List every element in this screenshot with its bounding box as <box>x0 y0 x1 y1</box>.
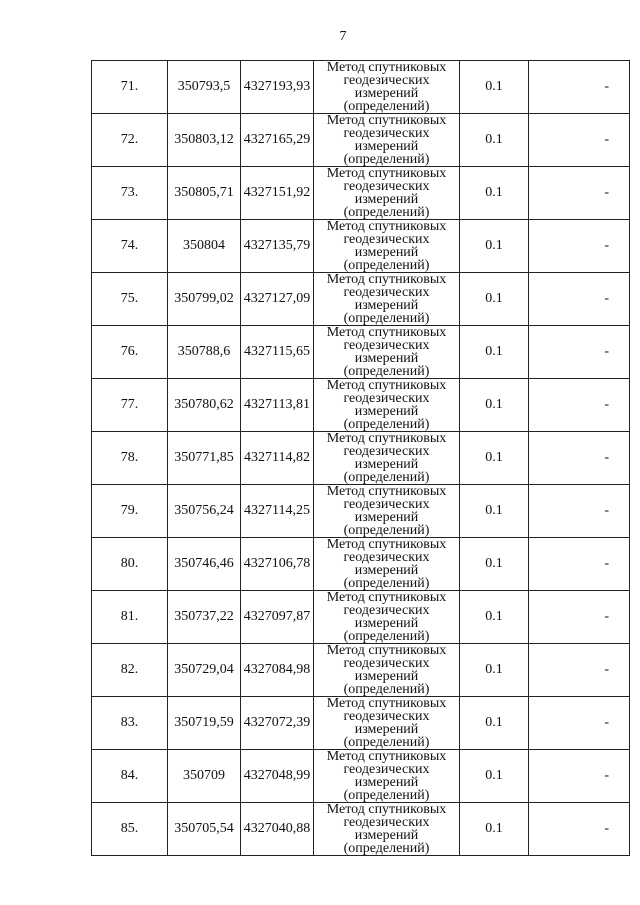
accuracy-cell: 0.1 <box>460 432 529 485</box>
extra-cell: - <box>529 114 630 167</box>
method-text-line: (определений) <box>343 735 430 750</box>
table-row <box>92 61 630 114</box>
table-row <box>92 379 630 432</box>
extra-cell: - <box>529 750 630 803</box>
y-coordinate-cell: 4327106,78 <box>241 538 314 591</box>
point-number-cell: 85. <box>92 803 168 856</box>
extra-cell: - <box>529 432 630 485</box>
x-coordinate-cell: 350737,22 <box>168 591 241 644</box>
y-coordinate-cell: 4327113,81 <box>241 379 314 432</box>
accuracy-cell: 0.1 <box>460 114 529 167</box>
accuracy-cell: 0.1 <box>460 538 529 591</box>
method-text-line: геодезических измерений <box>343 285 430 313</box>
point-number-cell: 81. <box>92 591 168 644</box>
method-text-line: геодезических измерений <box>343 126 430 154</box>
method-cell <box>314 167 460 220</box>
method-text-line: геодезических измерений <box>343 709 430 737</box>
accuracy-cell: 0.1 <box>460 591 529 644</box>
accuracy-cell: 0.1 <box>460 485 529 538</box>
accuracy-cell: 0.1 <box>460 803 529 856</box>
method-text-line: Метод спутниковых <box>326 590 447 605</box>
accuracy-cell: 0.1 <box>460 61 529 114</box>
extra-cell: - <box>529 591 630 644</box>
point-number-cell: 78. <box>92 432 168 485</box>
method-text-line: Метод спутниковых <box>326 749 447 764</box>
extra-cell: - <box>529 379 630 432</box>
page-number: 7 <box>339 29 347 44</box>
method-cell <box>314 114 460 167</box>
accuracy-cell: 0.1 <box>460 273 529 326</box>
coordinates-table-body <box>92 61 630 856</box>
y-coordinate-cell: 4327114,82 <box>241 432 314 485</box>
method-text-line: геодезических измерений <box>343 550 430 578</box>
point-number-cell: 72. <box>92 114 168 167</box>
y-coordinate-cell: 4327135,79 <box>241 220 314 273</box>
table-row <box>92 644 630 697</box>
method-text-line: Метод спутниковых <box>326 696 447 711</box>
method-text-line: Метод спутниковых <box>326 802 447 817</box>
table-row <box>92 114 630 167</box>
point-number-cell: 75. <box>92 273 168 326</box>
method-cell <box>314 485 460 538</box>
extra-cell: - <box>529 538 630 591</box>
table-row <box>92 167 630 220</box>
point-number-cell: 74. <box>92 220 168 273</box>
method-text-line: Метод спутниковых <box>326 325 447 340</box>
method-text-line: (определений) <box>343 258 430 273</box>
accuracy-cell: 0.1 <box>460 167 529 220</box>
point-number-cell: 80. <box>92 538 168 591</box>
y-coordinate-cell: 4327115,65 <box>241 326 314 379</box>
x-coordinate-cell: 350709 <box>168 750 241 803</box>
extra-cell: - <box>529 220 630 273</box>
method-text-line: Метод спутниковых <box>326 378 447 393</box>
method-text-line: Метод спутниковых <box>326 484 447 499</box>
table-row <box>92 538 630 591</box>
y-coordinate-cell: 4327114,25 <box>241 485 314 538</box>
table-row <box>92 697 630 750</box>
method-text-line: (определений) <box>343 788 430 803</box>
point-number-cell: 71. <box>92 61 168 114</box>
accuracy-cell: 0.1 <box>460 750 529 803</box>
x-coordinate-cell: 350803,12 <box>168 114 241 167</box>
y-coordinate-cell: 4327127,09 <box>241 273 314 326</box>
accuracy-cell: 0.1 <box>460 379 529 432</box>
method-text-line: Метод спутниковых <box>326 431 447 446</box>
extra-cell: - <box>529 803 630 856</box>
x-coordinate-cell: 350705,54 <box>168 803 241 856</box>
method-text-line: Метод спутниковых <box>326 643 447 658</box>
method-text-line: Метод спутниковых <box>326 272 447 287</box>
table-row <box>92 750 630 803</box>
point-number-cell: 73. <box>92 167 168 220</box>
method-text-line: (определений) <box>343 682 430 697</box>
accuracy-cell: 0.1 <box>460 326 529 379</box>
method-text-line: (определений) <box>343 523 430 538</box>
x-coordinate-cell: 350804 <box>168 220 241 273</box>
extra-cell: - <box>529 273 630 326</box>
y-coordinate-cell: 4327084,98 <box>241 644 314 697</box>
x-coordinate-cell: 350793,5 <box>168 61 241 114</box>
method-text-line: (определений) <box>343 417 430 432</box>
method-text-line: (определений) <box>343 99 430 114</box>
method-cell <box>314 220 460 273</box>
method-text-line: (определений) <box>343 470 430 485</box>
table-row <box>92 273 630 326</box>
method-text-line: геодезических измерений <box>343 73 430 101</box>
extra-cell: - <box>529 644 630 697</box>
method-text-line: (определений) <box>343 629 430 644</box>
table-row <box>92 591 630 644</box>
point-number-cell: 84. <box>92 750 168 803</box>
point-number-cell: 76. <box>92 326 168 379</box>
y-coordinate-cell: 4327040,88 <box>241 803 314 856</box>
method-text-line: геодезических измерений <box>343 444 430 472</box>
x-coordinate-cell: 350719,59 <box>168 697 241 750</box>
method-cell <box>314 432 460 485</box>
method-text-line: геодезических измерений <box>343 232 430 260</box>
method-text-line: (определений) <box>343 152 430 167</box>
accuracy-cell: 0.1 <box>460 644 529 697</box>
method-text-line: Метод спутниковых <box>326 113 447 128</box>
extra-cell: - <box>529 697 630 750</box>
method-text-line: Метод спутниковых <box>326 219 447 234</box>
y-coordinate-cell: 4327151,92 <box>241 167 314 220</box>
extra-cell: - <box>529 326 630 379</box>
method-cell <box>314 644 460 697</box>
point-number-cell: 79. <box>92 485 168 538</box>
x-coordinate-cell: 350729,04 <box>168 644 241 697</box>
method-text-line: геодезических измерений <box>343 656 430 684</box>
method-text-line: (определений) <box>343 841 430 856</box>
method-text-line: Метод спутниковых <box>326 537 447 552</box>
method-cell <box>314 803 460 856</box>
point-number-cell: 82. <box>92 644 168 697</box>
table-row <box>92 803 630 856</box>
method-cell <box>314 591 460 644</box>
method-cell <box>314 697 460 750</box>
y-coordinate-cell: 4327165,29 <box>241 114 314 167</box>
extra-cell: - <box>529 485 630 538</box>
x-coordinate-cell: 350771,85 <box>168 432 241 485</box>
method-text-line: (определений) <box>343 311 430 326</box>
method-cell <box>314 538 460 591</box>
accuracy-cell: 0.1 <box>460 220 529 273</box>
method-cell <box>314 326 460 379</box>
extra-cell: - <box>529 167 630 220</box>
table-row <box>92 220 630 273</box>
method-cell <box>314 61 460 114</box>
method-text-line: (определений) <box>343 205 430 220</box>
method-text-line: геодезических измерений <box>343 179 430 207</box>
method-text-line: геодезических измерений <box>343 338 430 366</box>
y-coordinate-cell: 4327097,87 <box>241 591 314 644</box>
method-text-line: (определений) <box>343 364 430 379</box>
method-text-line: геодезических измерений <box>343 603 430 631</box>
x-coordinate-cell: 350756,24 <box>168 485 241 538</box>
method-cell <box>314 379 460 432</box>
method-text-line: Метод спутниковых <box>326 166 447 181</box>
method-text-line: Метод спутниковых <box>326 60 447 75</box>
method-text-line: геодезических измерений <box>343 815 430 843</box>
method-cell <box>314 750 460 803</box>
table-row <box>92 326 630 379</box>
method-text-line: геодезических измерений <box>343 762 430 790</box>
method-cell <box>314 273 460 326</box>
x-coordinate-cell: 350780,62 <box>168 379 241 432</box>
table-row <box>92 485 630 538</box>
coordinates-table <box>91 60 630 856</box>
extra-cell: - <box>529 61 630 114</box>
y-coordinate-cell: 4327048,99 <box>241 750 314 803</box>
point-number-cell: 77. <box>92 379 168 432</box>
x-coordinate-cell: 350788,6 <box>168 326 241 379</box>
point-number-cell: 83. <box>92 697 168 750</box>
method-text-line: геодезических измерений <box>343 391 430 419</box>
method-text-line: геодезических измерений <box>343 497 430 525</box>
y-coordinate-cell: 4327193,93 <box>241 61 314 114</box>
x-coordinate-cell: 350799,02 <box>168 273 241 326</box>
method-text-line: (определений) <box>343 576 430 591</box>
x-coordinate-cell: 350805,71 <box>168 167 241 220</box>
table-row <box>92 432 630 485</box>
y-coordinate-cell: 4327072,39 <box>241 697 314 750</box>
accuracy-cell: 0.1 <box>460 697 529 750</box>
x-coordinate-cell: 350746,46 <box>168 538 241 591</box>
